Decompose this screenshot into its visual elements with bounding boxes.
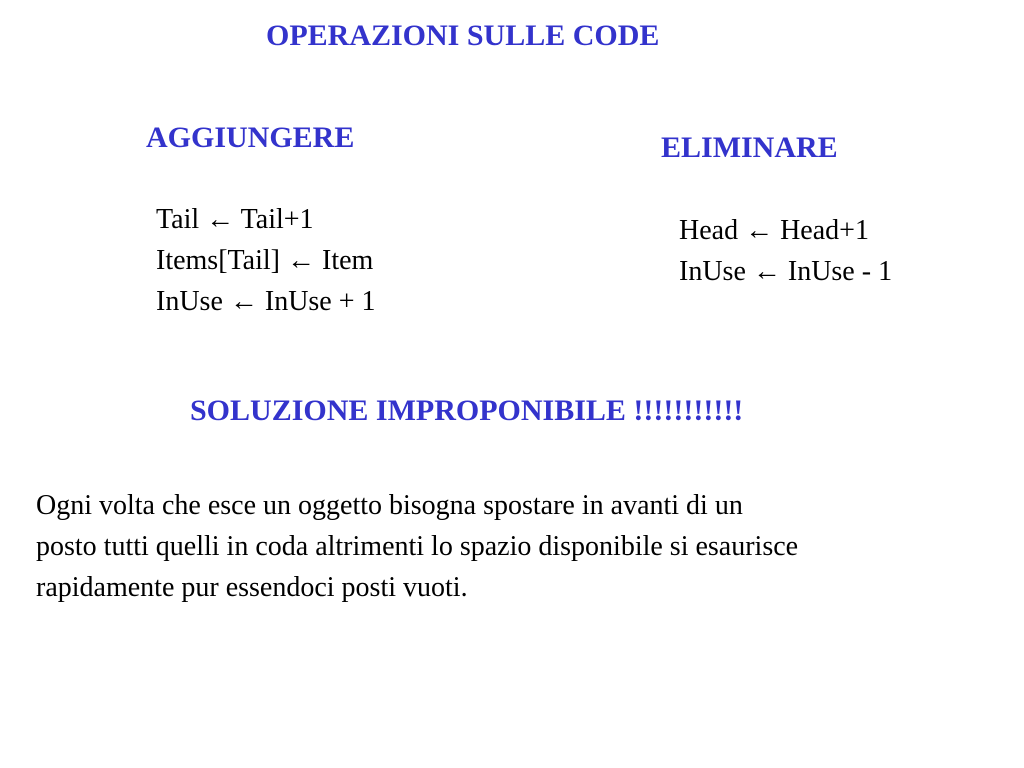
- slide-title: OPERAZIONI SULLE CODE: [266, 19, 660, 52]
- add-operation-steps: [156, 199, 376, 322]
- remove-step-2: InUse ← InUse - 1: [679, 256, 893, 287]
- explanation-line-2: posto tutti quelli in coda altrimenti lo spazio disponibile si esaurisce: [36, 531, 799, 562]
- remove-step-1: Head ← Head+1: [679, 215, 869, 246]
- add-step-2: Items[Tail] ← Item: [156, 245, 374, 276]
- remove-operation-steps: [679, 210, 892, 292]
- explanation-line-1: Ogni volta che esce un oggetto bisogna spostare in avanti di un: [36, 490, 743, 521]
- warning-heading: SOLUZIONE IMPROPONIBILE !!!!!!!!!!!: [190, 394, 744, 427]
- add-step-3: InUse ← InUse + 1: [156, 286, 376, 317]
- add-step-1: Tail ← Tail+1: [156, 204, 314, 235]
- add-heading: AGGIUNGERE: [146, 121, 355, 154]
- remove-heading: ELIMINARE: [661, 131, 838, 164]
- explanation-line-3: rapidamente pur essendoci posti vuoti.: [36, 572, 468, 603]
- explanation-paragraph: [36, 485, 996, 608]
